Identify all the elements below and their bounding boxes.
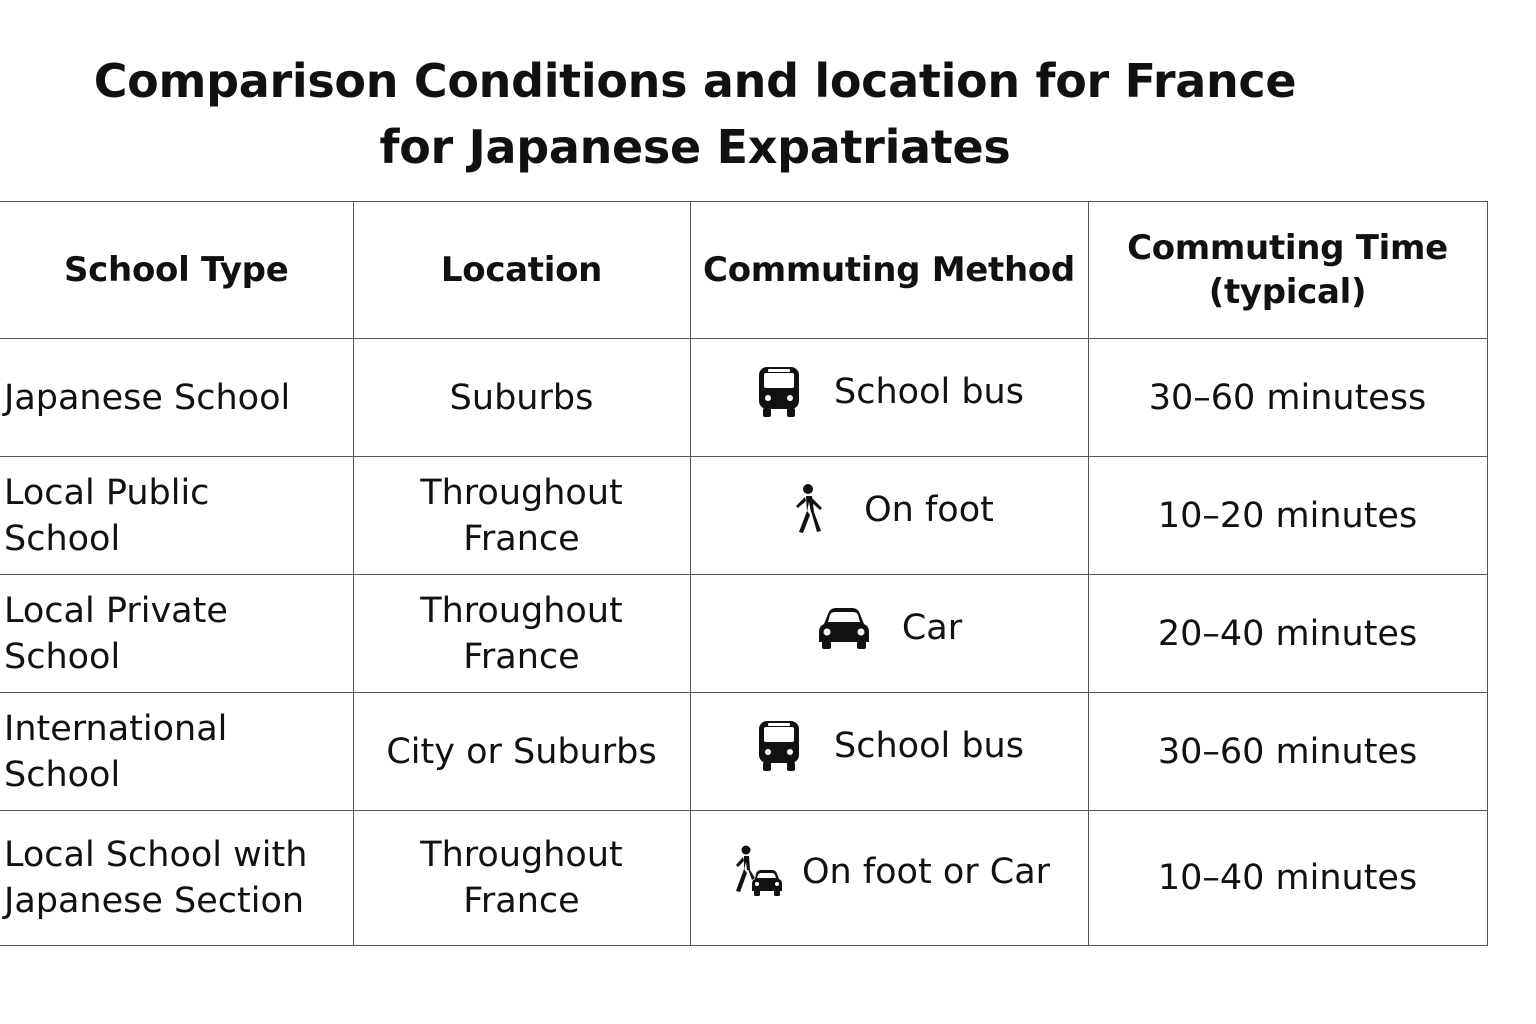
car-icon bbox=[816, 600, 872, 656]
time-text: 20–40 minutes bbox=[1157, 613, 1418, 654]
title-line-1: Comparison Conditions and location for France bbox=[93, 54, 1297, 108]
time-text: 10–40 minutes bbox=[1157, 858, 1418, 898]
cell-school-type bbox=[0, 693, 353, 811]
cell-commuting-time bbox=[1088, 339, 1487, 457]
cell-school-type bbox=[0, 811, 353, 946]
comparison-table bbox=[0, 201, 1488, 946]
school-type-text: Local Public School bbox=[4, 472, 210, 559]
header-commuting-time bbox=[1088, 202, 1487, 339]
cell-school-type bbox=[0, 339, 353, 457]
table-header-row bbox=[0, 202, 1487, 339]
method-text: School bus bbox=[834, 725, 1024, 766]
cell-commuting-time bbox=[1088, 811, 1487, 946]
cell-school-type bbox=[0, 457, 353, 575]
cell-commuting-method bbox=[690, 693, 1088, 811]
table-row bbox=[0, 339, 1487, 457]
school-type-text: International School bbox=[4, 708, 228, 795]
cell-commuting-time bbox=[1088, 457, 1487, 575]
method-text: School bus bbox=[834, 371, 1024, 412]
cell-commuting-time bbox=[1088, 693, 1487, 811]
header-commuting-time-line-2: (typical) bbox=[1208, 272, 1367, 312]
bus-icon bbox=[754, 718, 804, 774]
header-location: Location bbox=[353, 202, 690, 339]
cell-location bbox=[353, 575, 690, 693]
location-text: Throughout France bbox=[420, 472, 623, 559]
cell-commuting-method bbox=[690, 339, 1088, 457]
time-text: 30–60 minutes bbox=[1157, 731, 1418, 772]
method-text: On foot bbox=[864, 489, 994, 530]
location-text: Throughout France bbox=[420, 590, 623, 677]
table-row bbox=[0, 457, 1487, 575]
walking-icon bbox=[784, 482, 834, 538]
cell-location bbox=[353, 457, 690, 575]
header-school-type: School Type bbox=[0, 202, 353, 339]
method-text: Car bbox=[901, 607, 963, 648]
location-text: Throughout France bbox=[420, 835, 623, 921]
time-text: 10–20 minutes bbox=[1157, 495, 1418, 536]
table-row bbox=[0, 693, 1487, 811]
header-commuting-time-line-1: Commuting Time bbox=[1127, 228, 1448, 268]
header-commuting-method: Commuting Method bbox=[690, 202, 1088, 339]
title-line-2: for Japanese Expatriates bbox=[379, 120, 1011, 174]
table-row bbox=[0, 811, 1487, 946]
school-type-text: Local Private School bbox=[4, 590, 228, 677]
cell-location bbox=[353, 693, 690, 811]
location-text: City or Suburbs bbox=[386, 731, 657, 772]
cell-location bbox=[353, 339, 690, 457]
walking-car-icon bbox=[728, 844, 784, 900]
cell-commuting-method bbox=[690, 811, 1088, 946]
cell-commuting-method bbox=[690, 457, 1088, 575]
cell-location bbox=[353, 811, 690, 946]
page-title bbox=[0, 48, 1390, 180]
cell-school-type bbox=[0, 575, 353, 693]
table-row bbox=[0, 575, 1487, 693]
method-text: On foot or Car bbox=[801, 852, 1051, 892]
location-text: Suburbs bbox=[449, 377, 594, 418]
school-type-text: Local School with Japanese Section bbox=[4, 835, 308, 921]
cell-commuting-method bbox=[690, 575, 1088, 693]
school-type-text: Japanese School bbox=[4, 377, 291, 418]
cell-commuting-time bbox=[1088, 575, 1487, 693]
time-text: 30–60 minutess bbox=[1148, 377, 1427, 418]
bus-icon bbox=[754, 364, 804, 420]
